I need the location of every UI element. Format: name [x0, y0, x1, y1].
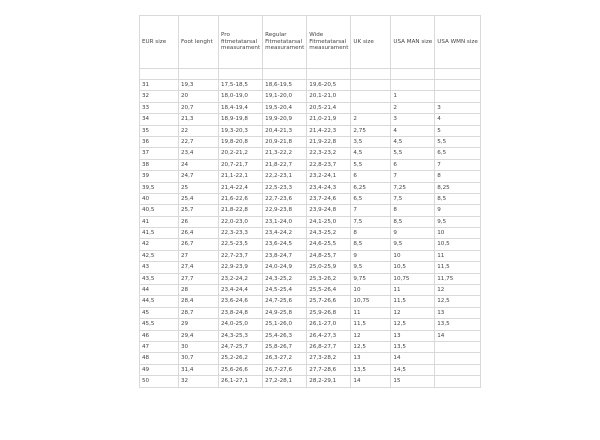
cell-usa-man-size[interactable]: 9: [391, 228, 435, 239]
cell-foot-length[interactable]: 22,7: [179, 136, 219, 147]
cell-usa-wmn-size[interactable]: [435, 341, 481, 352]
cell-foot-length[interactable]: 29,4: [179, 330, 219, 341]
cell-pro-fit[interactable]: 22,3-23,3: [219, 228, 263, 239]
header-usa-wmn-size[interactable]: [435, 16, 481, 69]
header-foot-length[interactable]: [179, 16, 219, 69]
cell-usa-man-size[interactable]: 7,5: [391, 193, 435, 204]
cell-pro-fit[interactable]: 24,3-25,3: [219, 330, 263, 341]
cell-pro-fit[interactable]: 23,8-24,8: [219, 307, 263, 318]
table-row: [140, 228, 481, 239]
cell-usa-man-size[interactable]: 4,5: [391, 136, 435, 147]
cell-eur-size[interactable]: 42: [140, 239, 179, 250]
cell-foot-length[interactable]: 25,7: [179, 205, 219, 216]
cell-eur-size[interactable]: 39: [140, 171, 179, 182]
cell-pro-fit[interactable]: 25,2-26,2: [219, 353, 263, 364]
cell-pro-fit[interactable]: 18,9-19,8: [219, 114, 263, 125]
cell-wide-fit[interactable]: 19,6-20,5: [307, 80, 351, 91]
table-row: [140, 273, 481, 284]
cell-wide-fit[interactable]: 23,9-24,8: [307, 205, 351, 216]
cell-wide-fit[interactable]: 24,8-25,7: [307, 250, 351, 261]
empty-row: [140, 69, 481, 80]
cell-wide-fit[interactable]: 25,5-26,4: [307, 285, 351, 296]
cell-uk-size[interactable]: 8: [351, 228, 391, 239]
cell-usa-wmn-size[interactable]: 3: [435, 102, 481, 113]
cell-eur-size[interactable]: 37: [140, 148, 179, 159]
header-pro-fit-line: Pro: [221, 32, 230, 39]
cell-wide-fit[interactable]: 25,9-26,8: [307, 307, 351, 318]
cell-pro-fit[interactable]: 22,9-23,9: [219, 262, 263, 273]
cell-usa-wmn-size[interactable]: 13,5: [435, 319, 481, 330]
table-row: [140, 285, 481, 296]
cell-eur-size[interactable]: 40,5: [140, 205, 179, 216]
header-wide-fit-line: measurament: [309, 45, 349, 52]
cell-usa-man-size[interactable]: 14,5: [391, 364, 435, 375]
cell-usa-man-size[interactable]: 10,75: [391, 273, 435, 284]
cell-usa-man-size[interactable]: 10,5: [391, 262, 435, 273]
cell-foot-length[interactable]: 30: [179, 341, 219, 352]
table-row: [140, 193, 481, 204]
header-uk-size-line: UK size: [353, 38, 374, 45]
cell-eur-size[interactable]: 50: [140, 376, 179, 387]
cell-pro-fit[interactable]: 23,4-24,4: [219, 285, 263, 296]
cell-regular-fit[interactable]: 24,5-25,4: [263, 285, 307, 296]
cell-usa-wmn-size[interactable]: [435, 364, 481, 375]
table-row: [140, 182, 481, 193]
cell-pro-fit[interactable]: 22,0-23,0: [219, 216, 263, 227]
cell-regular-fit[interactable]: 24,3-25,2: [263, 273, 307, 284]
cell-usa-man-size[interactable]: 6: [391, 159, 435, 170]
cell-usa-man-size[interactable]: 5,5: [391, 148, 435, 159]
cell-uk-size[interactable]: 11,5: [351, 319, 391, 330]
cell-pro-fit[interactable]: 18,0-19,0: [219, 91, 263, 102]
cell-eur-size[interactable]: 45: [140, 307, 179, 318]
cell-wide-fit[interactable]: 27,7-28,6: [307, 364, 351, 375]
cell-regular-fit[interactable]: 26,7-27,6: [263, 364, 307, 375]
header-wide-fit-line: Fitmetatarsal: [309, 38, 347, 45]
cell-usa-wmn-size[interactable]: 11,75: [435, 273, 481, 284]
header-row: [140, 16, 481, 69]
cell-wide-fit[interactable]: 23,7-24,6: [307, 193, 351, 204]
cell-regular-fit[interactable]: 20,4-21,3: [263, 125, 307, 136]
cell-pro-fit[interactable]: 26,1-27,1: [219, 376, 263, 387]
table-row: [140, 353, 481, 364]
cell-wide-fit[interactable]: 22,3-23,2: [307, 148, 351, 159]
cell-eur-size[interactable]: 31: [140, 80, 179, 91]
empty-cell[interactable]: [351, 69, 391, 80]
cell-eur-size[interactable]: 43,5: [140, 273, 179, 284]
cell-regular-fit[interactable]: 23,4-24,2: [263, 228, 307, 239]
cell-foot-length[interactable]: 27,7: [179, 273, 219, 284]
cell-uk-size[interactable]: 13,5: [351, 364, 391, 375]
cell-usa-man-size[interactable]: 12,5: [391, 319, 435, 330]
cell-eur-size[interactable]: 39,5: [140, 182, 179, 193]
cell-foot-length[interactable]: 24,7: [179, 171, 219, 182]
cell-usa-wmn-size[interactable]: 11,5: [435, 262, 481, 273]
table-row: [140, 125, 481, 136]
cell-foot-length[interactable]: 28,4: [179, 296, 219, 307]
cell-usa-man-size[interactable]: 3: [391, 114, 435, 125]
empty-cell[interactable]: [307, 69, 351, 80]
cell-pro-fit[interactable]: 21,4-22,4: [219, 182, 263, 193]
cell-usa-man-size[interactable]: 11,5: [391, 296, 435, 307]
cell-usa-man-size[interactable]: 15: [391, 376, 435, 387]
cell-regular-fit[interactable]: 22,2-23,1: [263, 171, 307, 182]
table-row: [140, 205, 481, 216]
empty-cell[interactable]: [219, 69, 263, 80]
cell-wide-fit[interactable]: 23,4-24,3: [307, 182, 351, 193]
cell-pro-fit[interactable]: 22,5-23,5: [219, 239, 263, 250]
cell-wide-fit[interactable]: 25,0-25,9: [307, 262, 351, 273]
header-pro-fit[interactable]: [219, 16, 263, 69]
cell-pro-fit[interactable]: 22,7-23,7: [219, 250, 263, 261]
cell-foot-length[interactable]: 21,3: [179, 114, 219, 125]
header-regular-fit-line: Fitmetatarsal: [265, 38, 303, 45]
cell-regular-fit[interactable]: 19,1-20,0: [263, 91, 307, 102]
table-row: [140, 319, 481, 330]
cell-regular-fit[interactable]: 19,9-20,9: [263, 114, 307, 125]
cell-usa-man-size[interactable]: 1: [391, 91, 435, 102]
cell-pro-fit[interactable]: 21,6-22,6: [219, 193, 263, 204]
cell-foot-length[interactable]: 28: [179, 285, 219, 296]
cell-wide-fit[interactable]: 26,4-27,3: [307, 330, 351, 341]
cell-pro-fit[interactable]: 20,2-21,2: [219, 148, 263, 159]
cell-wide-fit[interactable]: 25,3-26,2: [307, 273, 351, 284]
cell-regular-fit[interactable]: 23,8-24,7: [263, 250, 307, 261]
table-row: [140, 341, 481, 352]
cell-regular-fit[interactable]: 25,4-26,3: [263, 330, 307, 341]
table-row: [140, 307, 481, 318]
cell-usa-man-size[interactable]: 13,5: [391, 341, 435, 352]
cell-pro-fit[interactable]: 19,3-20,3: [219, 125, 263, 136]
cell-regular-fit[interactable]: 21,8-22,7: [263, 159, 307, 170]
cell-wide-fit[interactable]: 26,8-27,7: [307, 341, 351, 352]
cell-usa-man-size[interactable]: 7: [391, 171, 435, 182]
empty-cell[interactable]: [391, 69, 435, 80]
cell-foot-length[interactable]: 29: [179, 319, 219, 330]
cell-regular-fit[interactable]: 24,0-24,9: [263, 262, 307, 273]
cell-eur-size[interactable]: 40: [140, 193, 179, 204]
cell-regular-fit[interactable]: 22,9-23,8: [263, 205, 307, 216]
cell-usa-wmn-size[interactable]: 5: [435, 125, 481, 136]
cell-usa-man-size[interactable]: 10: [391, 250, 435, 261]
cell-usa-wmn-size[interactable]: 9,5: [435, 216, 481, 227]
cell-usa-man-size[interactable]: 13: [391, 330, 435, 341]
cell-usa-wmn-size[interactable]: 8: [435, 171, 481, 182]
table-row: [140, 376, 481, 387]
cell-eur-size[interactable]: 42,5: [140, 250, 179, 261]
cell-regular-fit[interactable]: 26,3-27,2: [263, 353, 307, 364]
header-usa-man-size-line: USA MAN size: [393, 38, 433, 45]
cell-usa-wmn-size[interactable]: 5,5: [435, 136, 481, 147]
cell-regular-fit[interactable]: 25,1-26,0: [263, 319, 307, 330]
cell-usa-wmn-size[interactable]: [435, 353, 481, 364]
cell-pro-fit[interactable]: 18,4-19,4: [219, 102, 263, 113]
empty-cell[interactable]: [179, 69, 219, 80]
cell-foot-length[interactable]: 19,3: [179, 80, 219, 91]
cell-pro-fit[interactable]: 21,1-22,1: [219, 171, 263, 182]
cell-uk-size[interactable]: [351, 80, 391, 91]
cell-regular-fit[interactable]: 24,9-25,8: [263, 307, 307, 318]
header-wide-fit-line: Wide: [309, 32, 324, 39]
cell-foot-length[interactable]: 30,7: [179, 353, 219, 364]
table-row: [140, 80, 481, 91]
cell-usa-man-size[interactable]: 4: [391, 125, 435, 136]
cell-eur-size[interactable]: 49: [140, 364, 179, 375]
cell-uk-size[interactable]: 4,5: [351, 148, 391, 159]
cell-pro-fit[interactable]: 17,5-18,5: [219, 80, 263, 91]
cell-usa-wmn-size[interactable]: [435, 91, 481, 102]
cell-usa-wmn-size[interactable]: 8,5: [435, 193, 481, 204]
header-usa-man-size[interactable]: [391, 16, 435, 69]
header-eur-size[interactable]: [140, 16, 179, 69]
header-foot-length-line: Foot lenght: [181, 38, 213, 45]
cell-foot-length[interactable]: 32: [179, 376, 219, 387]
cell-foot-length[interactable]: 26,7: [179, 239, 219, 250]
header-eur-size-line: EUR size: [142, 38, 167, 45]
cell-usa-man-size[interactable]: 8: [391, 205, 435, 216]
cell-uk-size[interactable]: 9,75: [351, 273, 391, 284]
cell-eur-size[interactable]: 34: [140, 114, 179, 125]
header-regular-fit-line: Regular: [265, 32, 287, 39]
cell-foot-length[interactable]: 25: [179, 182, 219, 193]
cell-pro-fit[interactable]: 21,8-22,8: [219, 205, 263, 216]
cell-uk-size[interactable]: 10: [351, 285, 391, 296]
cell-regular-fit[interactable]: 24,7-25,6: [263, 296, 307, 307]
cell-usa-wmn-size[interactable]: 9: [435, 205, 481, 216]
cell-usa-wmn-size[interactable]: 13: [435, 307, 481, 318]
cell-usa-man-size[interactable]: 12: [391, 307, 435, 318]
table-row: [140, 114, 481, 125]
cell-regular-fit[interactable]: 25,8-26,7: [263, 341, 307, 352]
table-row: [140, 262, 481, 273]
cell-wide-fit[interactable]: 24,3-25,2: [307, 228, 351, 239]
cell-wide-fit[interactable]: 28,2-29,1: [307, 376, 351, 387]
cell-uk-size[interactable]: 3,5: [351, 136, 391, 147]
cell-wide-fit[interactable]: 27,3-28,2: [307, 353, 351, 364]
cell-wide-fit[interactable]: 25,7-26,6: [307, 296, 351, 307]
cell-eur-size[interactable]: 47: [140, 341, 179, 352]
header-regular-fit-line: measurament: [265, 45, 305, 52]
cell-foot-length[interactable]: 25,4: [179, 193, 219, 204]
cell-eur-size[interactable]: 43: [140, 262, 179, 273]
cell-eur-size[interactable]: 32: [140, 91, 179, 102]
header-uk-size[interactable]: [351, 16, 391, 69]
cell-regular-fit[interactable]: 20,9-21,8: [263, 136, 307, 147]
cell-eur-size[interactable]: 36: [140, 136, 179, 147]
cell-eur-size[interactable]: 45,5: [140, 319, 179, 330]
cell-uk-size[interactable]: 8,5: [351, 239, 391, 250]
cell-foot-length[interactable]: 20,7: [179, 102, 219, 113]
cell-usa-wmn-size[interactable]: 12: [435, 285, 481, 296]
size-chart-table: [139, 15, 481, 388]
cell-regular-fit[interactable]: 18,6-19,5: [263, 80, 307, 91]
table-row: [140, 216, 481, 227]
cell-usa-wmn-size[interactable]: 10: [435, 228, 481, 239]
cell-regular-fit[interactable]: 19,5-20,4: [263, 102, 307, 113]
cell-uk-size[interactable]: 12,5: [351, 341, 391, 352]
cell-usa-wmn-size[interactable]: 4: [435, 114, 481, 125]
cell-foot-length[interactable]: 20: [179, 91, 219, 102]
cell-uk-size[interactable]: 6,25: [351, 182, 391, 193]
table-row: [140, 296, 481, 307]
cell-usa-wmn-size[interactable]: 6,5: [435, 148, 481, 159]
table-row: [140, 171, 481, 182]
cell-pro-fit[interactable]: 24,0-25,0: [219, 319, 263, 330]
cell-foot-length[interactable]: 27: [179, 250, 219, 261]
cell-pro-fit[interactable]: 24,7-25,7: [219, 341, 263, 352]
cell-eur-size[interactable]: 33: [140, 102, 179, 113]
cell-wide-fit[interactable]: 24,1-25,0: [307, 216, 351, 227]
cell-uk-size[interactable]: 11: [351, 307, 391, 318]
cell-foot-length[interactable]: 26,4: [179, 228, 219, 239]
cell-regular-fit[interactable]: 22,5-23,3: [263, 182, 307, 193]
cell-eur-size[interactable]: 41: [140, 216, 179, 227]
cell-pro-fit[interactable]: 23,6-24,6: [219, 296, 263, 307]
cell-uk-size[interactable]: 9: [351, 250, 391, 261]
cell-wide-fit[interactable]: 21,0-21,9: [307, 114, 351, 125]
cell-uk-size[interactable]: 2: [351, 114, 391, 125]
cell-usa-man-size[interactable]: 7,25: [391, 182, 435, 193]
empty-cell[interactable]: [263, 69, 307, 80]
cell-pro-fit[interactable]: 25,6-26,6: [219, 364, 263, 375]
cell-usa-man-size[interactable]: 8,5: [391, 216, 435, 227]
table-row: [140, 250, 481, 261]
cell-uk-size[interactable]: 5,5: [351, 159, 391, 170]
cell-regular-fit[interactable]: 21,3-22,2: [263, 148, 307, 159]
cell-usa-wmn-size[interactable]: 14: [435, 330, 481, 341]
cell-uk-size[interactable]: 7: [351, 205, 391, 216]
table-row: [140, 364, 481, 375]
cell-wide-fit[interactable]: 22,8-23,7: [307, 159, 351, 170]
cell-wide-fit[interactable]: 20,1-21,0: [307, 91, 351, 102]
header-pro-fit-line: measurament: [221, 45, 261, 52]
table-row: [140, 136, 481, 147]
cell-foot-length[interactable]: 24: [179, 159, 219, 170]
cell-usa-man-size[interactable]: 9,5: [391, 239, 435, 250]
cell-foot-length[interactable]: 23,4: [179, 148, 219, 159]
cell-pro-fit[interactable]: 19,8-20,8: [219, 136, 263, 147]
cell-wide-fit[interactable]: 24,6-25,5: [307, 239, 351, 250]
cell-regular-fit[interactable]: 27,2-28,1: [263, 376, 307, 387]
table-row: [140, 102, 481, 113]
cell-uk-size[interactable]: 13: [351, 353, 391, 364]
cell-foot-length[interactable]: 28,7: [179, 307, 219, 318]
cell-regular-fit[interactable]: 23,1-24,0: [263, 216, 307, 227]
cell-uk-size[interactable]: [351, 91, 391, 102]
cell-foot-length[interactable]: 22: [179, 125, 219, 136]
cell-usa-man-size[interactable]: [391, 80, 435, 91]
cell-uk-size[interactable]: 2,75: [351, 125, 391, 136]
cell-foot-length[interactable]: 31,4: [179, 364, 219, 375]
cell-wide-fit[interactable]: 20,5-21,4: [307, 102, 351, 113]
cell-usa-wmn-size[interactable]: [435, 80, 481, 91]
cell-usa-man-size[interactable]: 14: [391, 353, 435, 364]
cell-pro-fit[interactable]: 23,2-24,2: [219, 273, 263, 284]
cell-foot-length[interactable]: 27,4: [179, 262, 219, 273]
empty-cell[interactable]: [140, 69, 179, 80]
cell-uk-size[interactable]: 7,5: [351, 216, 391, 227]
table-row: [140, 159, 481, 170]
cell-usa-wmn-size[interactable]: 12,5: [435, 296, 481, 307]
cell-pro-fit[interactable]: 20,7-21,7: [219, 159, 263, 170]
table-row: [140, 148, 481, 159]
cell-usa-wmn-size[interactable]: 7: [435, 159, 481, 170]
header-wide-fit[interactable]: [307, 16, 351, 69]
header-usa-wmn-size-line: USA WMN size: [437, 38, 478, 45]
cell-usa-wmn-size[interactable]: 11: [435, 250, 481, 261]
cell-regular-fit[interactable]: 23,6-24,5: [263, 239, 307, 250]
cell-eur-size[interactable]: 38: [140, 159, 179, 170]
cell-regular-fit[interactable]: 22,7-23,6: [263, 193, 307, 204]
cell-uk-size[interactable]: [351, 102, 391, 113]
header-regular-fit[interactable]: [263, 16, 307, 69]
cell-uk-size[interactable]: 12: [351, 330, 391, 341]
table-row: [140, 239, 481, 250]
cell-usa-man-size[interactable]: 11: [391, 285, 435, 296]
header-pro-fit-line: fitmetatarsal: [221, 38, 258, 45]
cell-eur-size[interactable]: 48: [140, 353, 179, 364]
cell-wide-fit[interactable]: 21,4-22,3: [307, 125, 351, 136]
cell-eur-size[interactable]: 35: [140, 125, 179, 136]
cell-uk-size[interactable]: 10,75: [351, 296, 391, 307]
cell-uk-size[interactable]: 14: [351, 376, 391, 387]
cell-eur-size[interactable]: 46: [140, 330, 179, 341]
cell-uk-size[interactable]: 9,5: [351, 262, 391, 273]
cell-wide-fit[interactable]: 23,2-24,1: [307, 171, 351, 182]
empty-cell[interactable]: [435, 69, 481, 80]
cell-eur-size[interactable]: 44,5: [140, 296, 179, 307]
cell-usa-wmn-size[interactable]: 10,5: [435, 239, 481, 250]
cell-wide-fit[interactable]: 21,9-22,8: [307, 136, 351, 147]
cell-usa-wmn-size[interactable]: [435, 376, 481, 387]
cell-uk-size[interactable]: 6,5: [351, 193, 391, 204]
cell-foot-length[interactable]: 26: [179, 216, 219, 227]
cell-eur-size[interactable]: 41,5: [140, 228, 179, 239]
cell-wide-fit[interactable]: 26,1-27,0: [307, 319, 351, 330]
cell-usa-wmn-size[interactable]: 8,25: [435, 182, 481, 193]
table-row: [140, 91, 481, 102]
table-row: [140, 330, 481, 341]
cell-uk-size[interactable]: 6: [351, 171, 391, 182]
cell-eur-size[interactable]: 44: [140, 285, 179, 296]
cell-usa-man-size[interactable]: 2: [391, 102, 435, 113]
